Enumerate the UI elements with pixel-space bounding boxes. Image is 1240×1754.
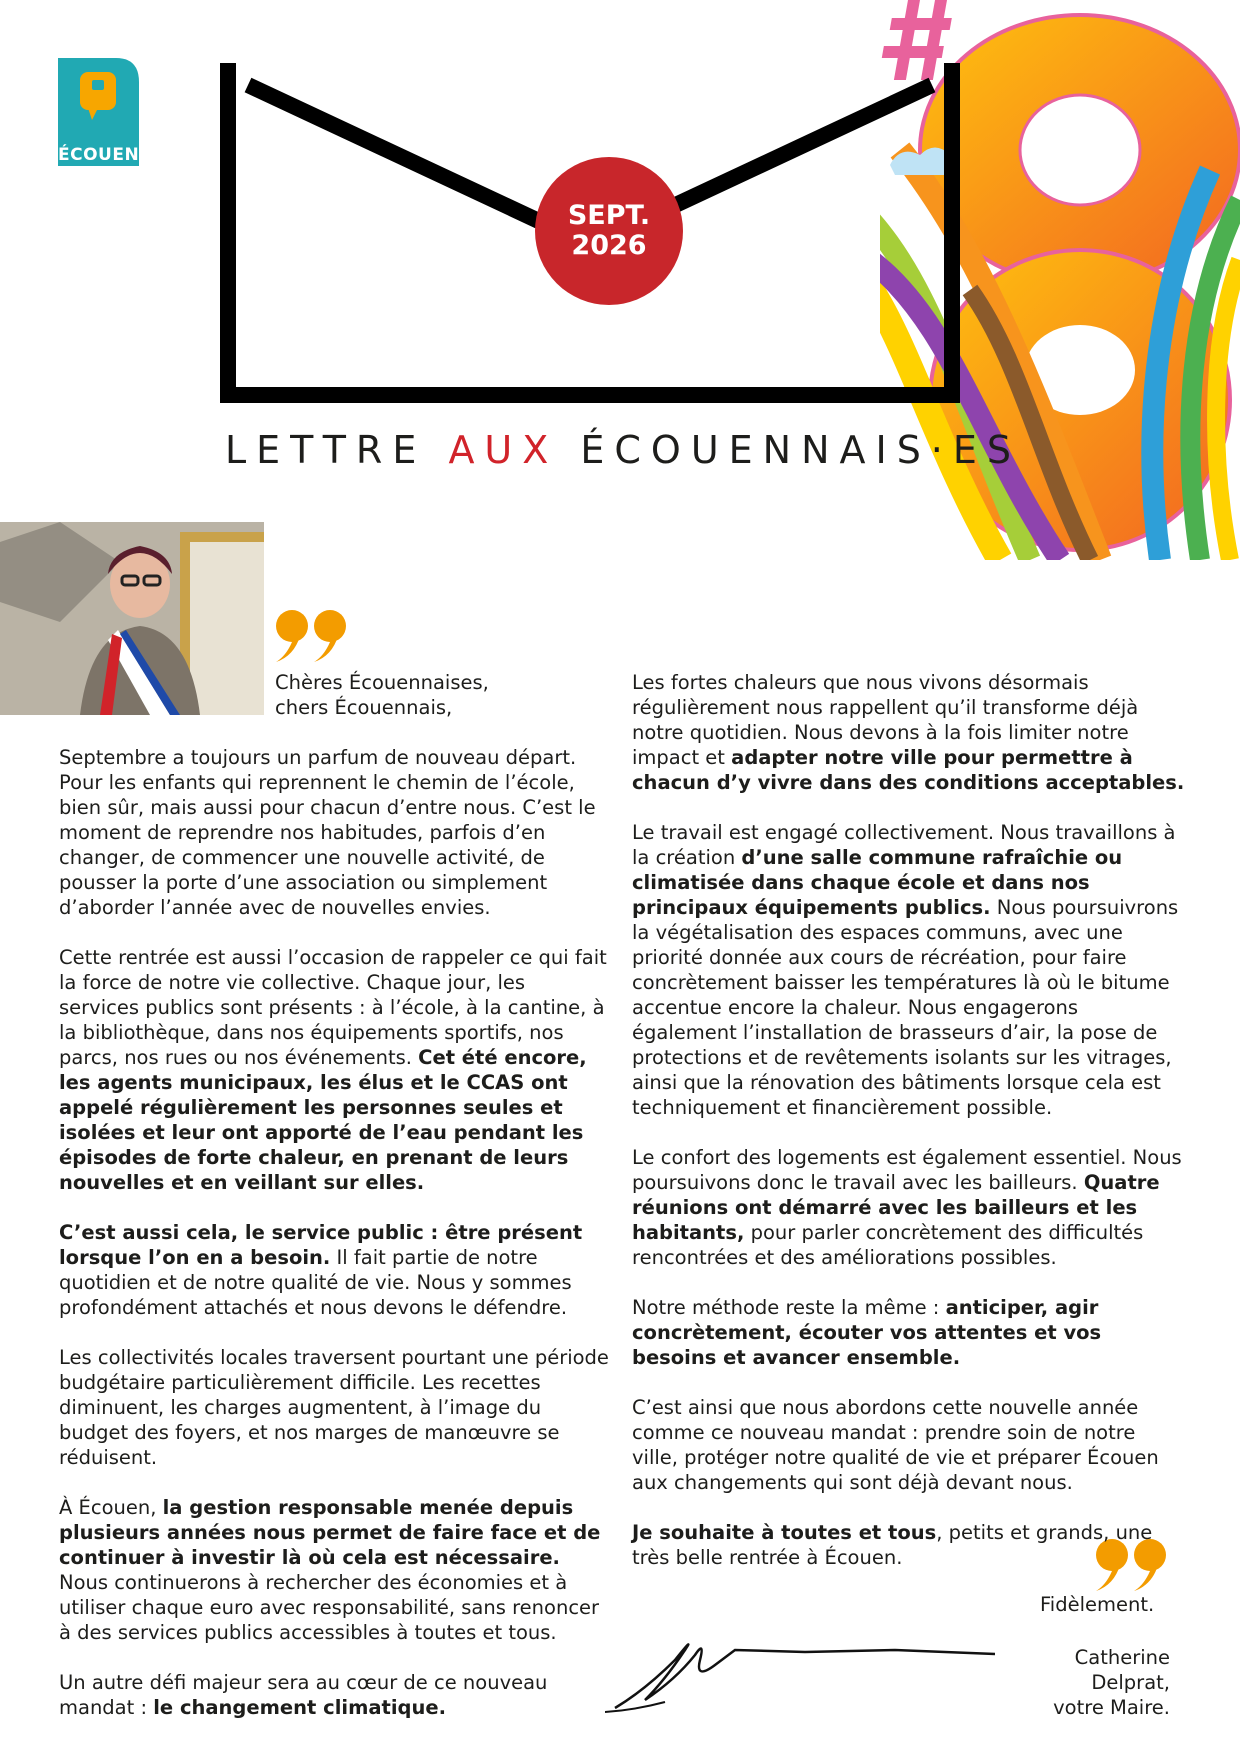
signature (605, 1620, 995, 1715)
title-part1: LETTRE (225, 428, 449, 472)
text: pour parler concrètement des difficultés rencontrées et des améliorations possibles. (632, 1221, 1144, 1269)
page-title (225, 428, 1021, 472)
logo-text: ÉCOUEN (58, 145, 140, 165)
paragraph (632, 670, 1187, 795)
text: À Écouen, (59, 1496, 163, 1519)
text: C’est ainsi que nous abordons cette nouvelle année comme ce nouveau mandat : prendre soin de notre ville, protéger notre qualité de vie et préparer Écouen aux changements qui sont déjà devant nous. (632, 1396, 1159, 1494)
date-month: SEPT. (567, 200, 651, 231)
date-badge (535, 157, 683, 305)
greeting-line1: Chères Écouennaises, (275, 671, 489, 694)
signatory-name: Catherine Delprat, (1074, 1646, 1170, 1694)
signatory (1000, 1645, 1170, 1720)
bold-text: C’est aussi cela, le service public : être présent lorsque l’on en a besoin. (59, 1221, 583, 1269)
bold-text: anticiper, agir concrètement, écouter vos attentes et vos besoins et avancer ensemble. (632, 1296, 1102, 1369)
bold-text: Cet été encore, les agents municipaux, les élus et le CCAS ont appelé régulièrement les personnes seules et isolées et leur ont apporté de l’eau pendant les épisodes de forte chaleur, en prenant de leurs nouvelles et en veillant sur elles. (59, 1046, 587, 1194)
bold-text: adapter notre ville pour permettre à chacun d’y vivre dans des conditions acceptables. (632, 746, 1185, 794)
paragraph (59, 1220, 609, 1320)
bold-text: la gestion responsable menée depuis plusieurs années nous permet de faire face et de continuer à investir là où cela est nécessaire. (59, 1496, 601, 1569)
date-year: 2026 (571, 230, 647, 261)
signatory-role: votre Maire. (1053, 1696, 1170, 1719)
greeting-line2: chers Écouennais, (275, 696, 453, 719)
paragraph (59, 945, 609, 1195)
paragraph (632, 820, 1187, 1120)
mayor-photo (0, 522, 264, 715)
paragraph (632, 1295, 1187, 1370)
quote-open-icon (272, 606, 352, 662)
paragraph (59, 1495, 609, 1645)
paragraph (632, 1145, 1187, 1270)
text: Les fortes chaleurs que nous vivons désormais régulièrement nous rappellent qu’il transforme déjà notre quotidien. Nous devons à la fois limiter notre impact et (632, 671, 1139, 769)
paragraph (59, 1670, 609, 1720)
text: Septembre a toujours un parfum de nouveau départ. Pour les enfants qui reprennent le chemin de l’école, bien sûr, mais aussi pour chacun d’entre nous. C’est le moment de reprendre nos habitudes, parfois d’en changer, de commencer une nouvelle activité, de pousser la porte d’une association ou simplement d’aborder l’année avec de nouvelles envies. (59, 746, 596, 919)
paragraph (59, 1345, 609, 1470)
bold-text: Quatre réunions ont démarré avec les bailleurs et les habitants, (632, 1171, 1160, 1244)
text: , petits et grands, une très belle rentrée à Écouen. (632, 1521, 1153, 1569)
text: Il fait partie de notre quotidien et de notre qualité de vie. Nous y sommes profondément attachés et nous devons le défendre. (59, 1246, 572, 1319)
text: Le confort des logements est également essentiel. Nous poursuivons donc le travail avec les bailleurs. (632, 1146, 1182, 1194)
paragraph (59, 745, 609, 920)
text: Cette rentrée est aussi l’occasion de rappeler ce qui fait la force de notre vie collective. Chaque jour, les services publics sont présents : à l’école, à la cantine, à la bibliothèque, dans nos équipements sportifs, nos parcs, nos rues ou nos événements. (59, 946, 607, 1069)
title-part3: ÉCOUENNAIS·ES (558, 428, 1022, 472)
paragraph (632, 1520, 1187, 1570)
text: Nous poursuivrons la végétalisation des espaces communs, avec une priorité donnée aux cours de récréation, pour faire concrètement baisser les températures là où le bitume accentue encore la chaleur. Nous engagerons également l’installation de brasseurs d’air, la pose de protections et de revêtements isolants sur les vitrages, ainsi que la rénovation des bâtiments lorsque cela est techniquement et financièrement possible. (632, 896, 1179, 1119)
text: Les collectivités locales traversent pourtant une période budgétaire particulièrement difficile. Les recettes diminuent, les charges augmentent, à l’image du budget des foyers, et nos marges de manœuvre se réduisent. (59, 1346, 609, 1469)
text: Nous continuerons à rechercher des économies et à utiliser chaque euro avec responsabilité, sans renoncer à des services publics accessibles à toutes et tous. (59, 1571, 600, 1644)
greeting (275, 670, 595, 720)
bold-text: le changement climatique. (153, 1696, 447, 1719)
paragraph (632, 1395, 1187, 1495)
closing-salutation: Fidèlement. (1040, 1593, 1155, 1616)
left-column (59, 745, 609, 1745)
text: Le travail est engagé collectivement. Nous travaillons à la création (632, 821, 1176, 869)
bold-text: Je souhaite à toutes et tous (632, 1521, 937, 1544)
title-part2: AUX (448, 428, 559, 472)
text: Notre méthode reste la même : (632, 1296, 946, 1319)
text: Un autre défi majeur sera au cœur de ce nouveau mandat : (59, 1671, 548, 1719)
bold-text: d’une salle commune rafraîchie ou climatisée dans chaque école et dans nos principaux équipements publics. (632, 846, 1123, 919)
right-column (632, 670, 1187, 1595)
